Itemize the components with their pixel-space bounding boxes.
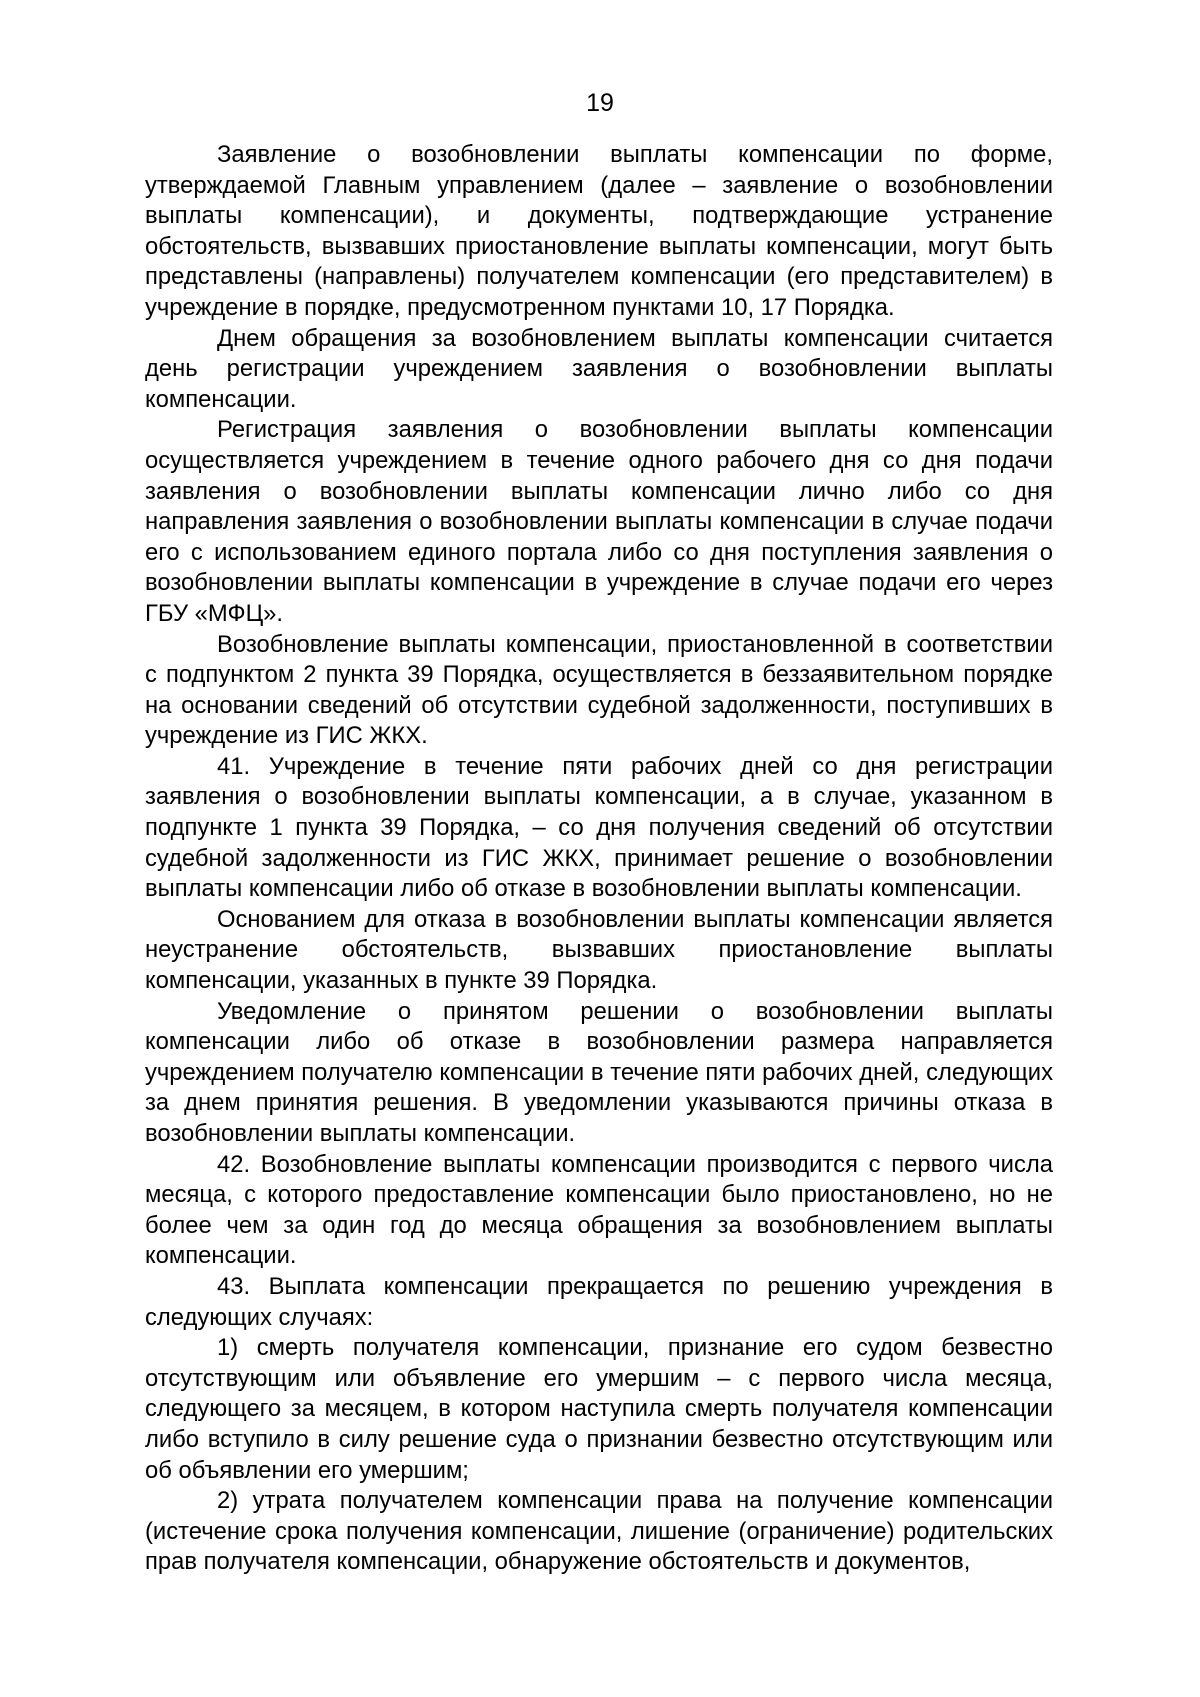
paragraph-subitem-1: 1) смерть получателя компенсации, признание его судом безвестно отсутствующим или объявление его умершим – с первого числа месяца, следующего за месяцем, в котором наступила смерть получателя компенсации либо вступило в силу решение суда о признании безвестно отсутствующим или об объявлении его умершим;	[145, 1334, 1053, 1484]
page-number: 19	[586, 89, 614, 117]
paragraph-no-application-resumption: Возобновление выплаты компенсации, приостановленной в соответствии с подпунктом 2 пункта 39 Порядка, осуществляется в беззаявительном порядке на основании сведений об отсутствии судебной задолженности, поступивших в учреждение из ГИС ЖКХ.	[145, 630, 1053, 750]
paragraph-subitem-2: 2) утрата получателем компенсации права на получение компенсации (истечение срока получения компенсации, лишение (ограничение) родительских прав получателя компенсации, обнаружение обстоятельств и документов,	[145, 1487, 1053, 1576]
document-body	[145, 140, 1053, 1578]
paragraph-refusal-grounds: Основанием для отказа в возобновлении выплаты компенсации является неустранение обстоятельств, вызвавших приостановление выплаты компенсации, указанных в пункте 39 Порядка.	[145, 905, 1053, 995]
paragraph-resumption-application: Заявление о возобновлении выплаты компенсации по форме, утверждаемой Главным управлением (далее – заявление о возобновлении выплаты компенсации), и документы, подтверждающие устранение обстоятельств, вызвавших приостановление выплаты компенсации, могут быть представлены (направлены) получателем компенсации (его представителем) в учреждение в порядке, предусмотренном пунктами 10, 17 Порядка.	[145, 141, 1053, 321]
paragraph-item-43: 43. Выплата компенсации прекращается по решению учреждения в следующих случаях:	[145, 1272, 1053, 1331]
paragraph-application-date: Днем обращения за возобновлением выплаты компенсации считается день регистрации учреждением заявления о возобновлении выплаты компенсации.	[145, 324, 1053, 413]
paragraph-registration: Регистрация заявления о возобновлении выплаты компенсации осуществляется учреждением в течение одного рабочего дня со дня подачи заявления о возобновлении выплаты компенсации лично либо со дня направления заявления о возобновлении выплаты компенсации в случае подачи его с использованием единого портала либо со дня поступления заявления о возобновлении выплаты компенсации в учреждение в случае подачи его через ГБУ «МФЦ».	[145, 416, 1053, 627]
paragraph-notification: Уведомление о принятом решении о возобновлении выплаты компенсации либо об отказе в возобновлении размера направляется учреждением получателю компенсации в течение пяти рабочих дней, следующих за днем принятия решения. В уведомлении указываются причины отказа в возобновлении выплаты компенсации.	[145, 997, 1053, 1147]
paragraph-item-41: 41. Учреждение в течение пяти рабочих дней со дня регистрации заявления о возобновлении выплаты компенсации, а в случае, указанном в подпункте 1 пункта 39 Порядка, – со дня получения сведений об отсутствии судебной задолженности из ГИС ЖКХ, принимает решение о возобновлении выплаты компенсации либо об отказе в возобновлении выплаты компенсации.	[145, 752, 1053, 903]
paragraph-item-42: 42. Возобновление выплаты компенсации производится с первого числа месяца, с которого предоставление компенсации было приостановлено, но не более чем за один год до месяца обращения за возобновлением выплаты компенсации.	[145, 1150, 1053, 1270]
